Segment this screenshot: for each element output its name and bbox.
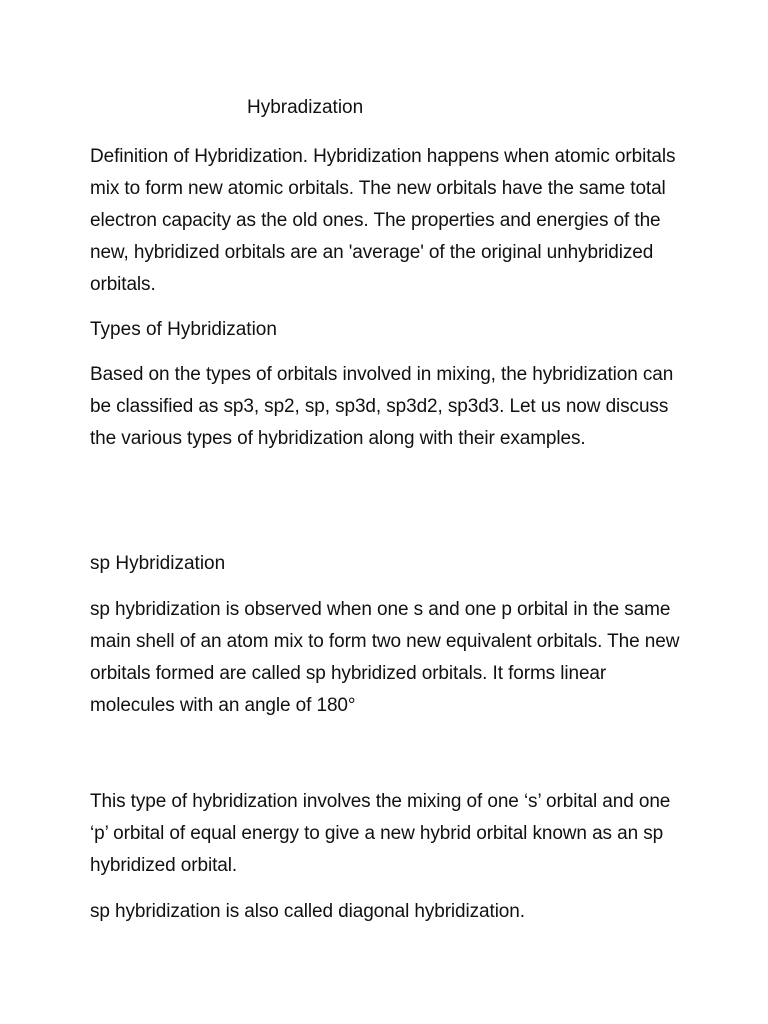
- types-heading: Types of Hybridization: [90, 319, 277, 340]
- definition-paragraph: Definition of Hybridization. Hybridization happens when atomic orbitals mix to form new atomic orbitals. The new orbitals have the same total electron capacity as the old ones. The properties and energies of the new, hybridized orbitals are an 'average' of the original unhybridized orbitals.: [90, 146, 676, 295]
- types-paragraph: Based on the types of orbitals involved in mixing, the hybridization can be classified as sp3, sp2, sp, sp3d, sp3d2, sp3d3. Let us now discuss the various types of hybridization along with their examples.: [90, 364, 674, 449]
- sp-mixing-paragraph: This type of hybridization involves the mixing of one ‘s’ orbital and one ‘p’ orbital of equal energy to give a new hybrid orbital known as an sp hybridized orbital.: [90, 791, 671, 876]
- document-title: Hybradization: [247, 97, 364, 118]
- sp-diagonal-paragraph: sp hybridization is also called diagonal hybridization.: [90, 901, 525, 922]
- sp-heading: sp Hybridization: [90, 553, 226, 574]
- sp-paragraph: sp hybridization is observed when one s and one p orbital in the same main shell of an atom mix to form two new equivalent orbitals. The new orbitals formed are called sp hybridized orbitals. It forms linear molecules with an angle of 180°: [90, 599, 680, 716]
